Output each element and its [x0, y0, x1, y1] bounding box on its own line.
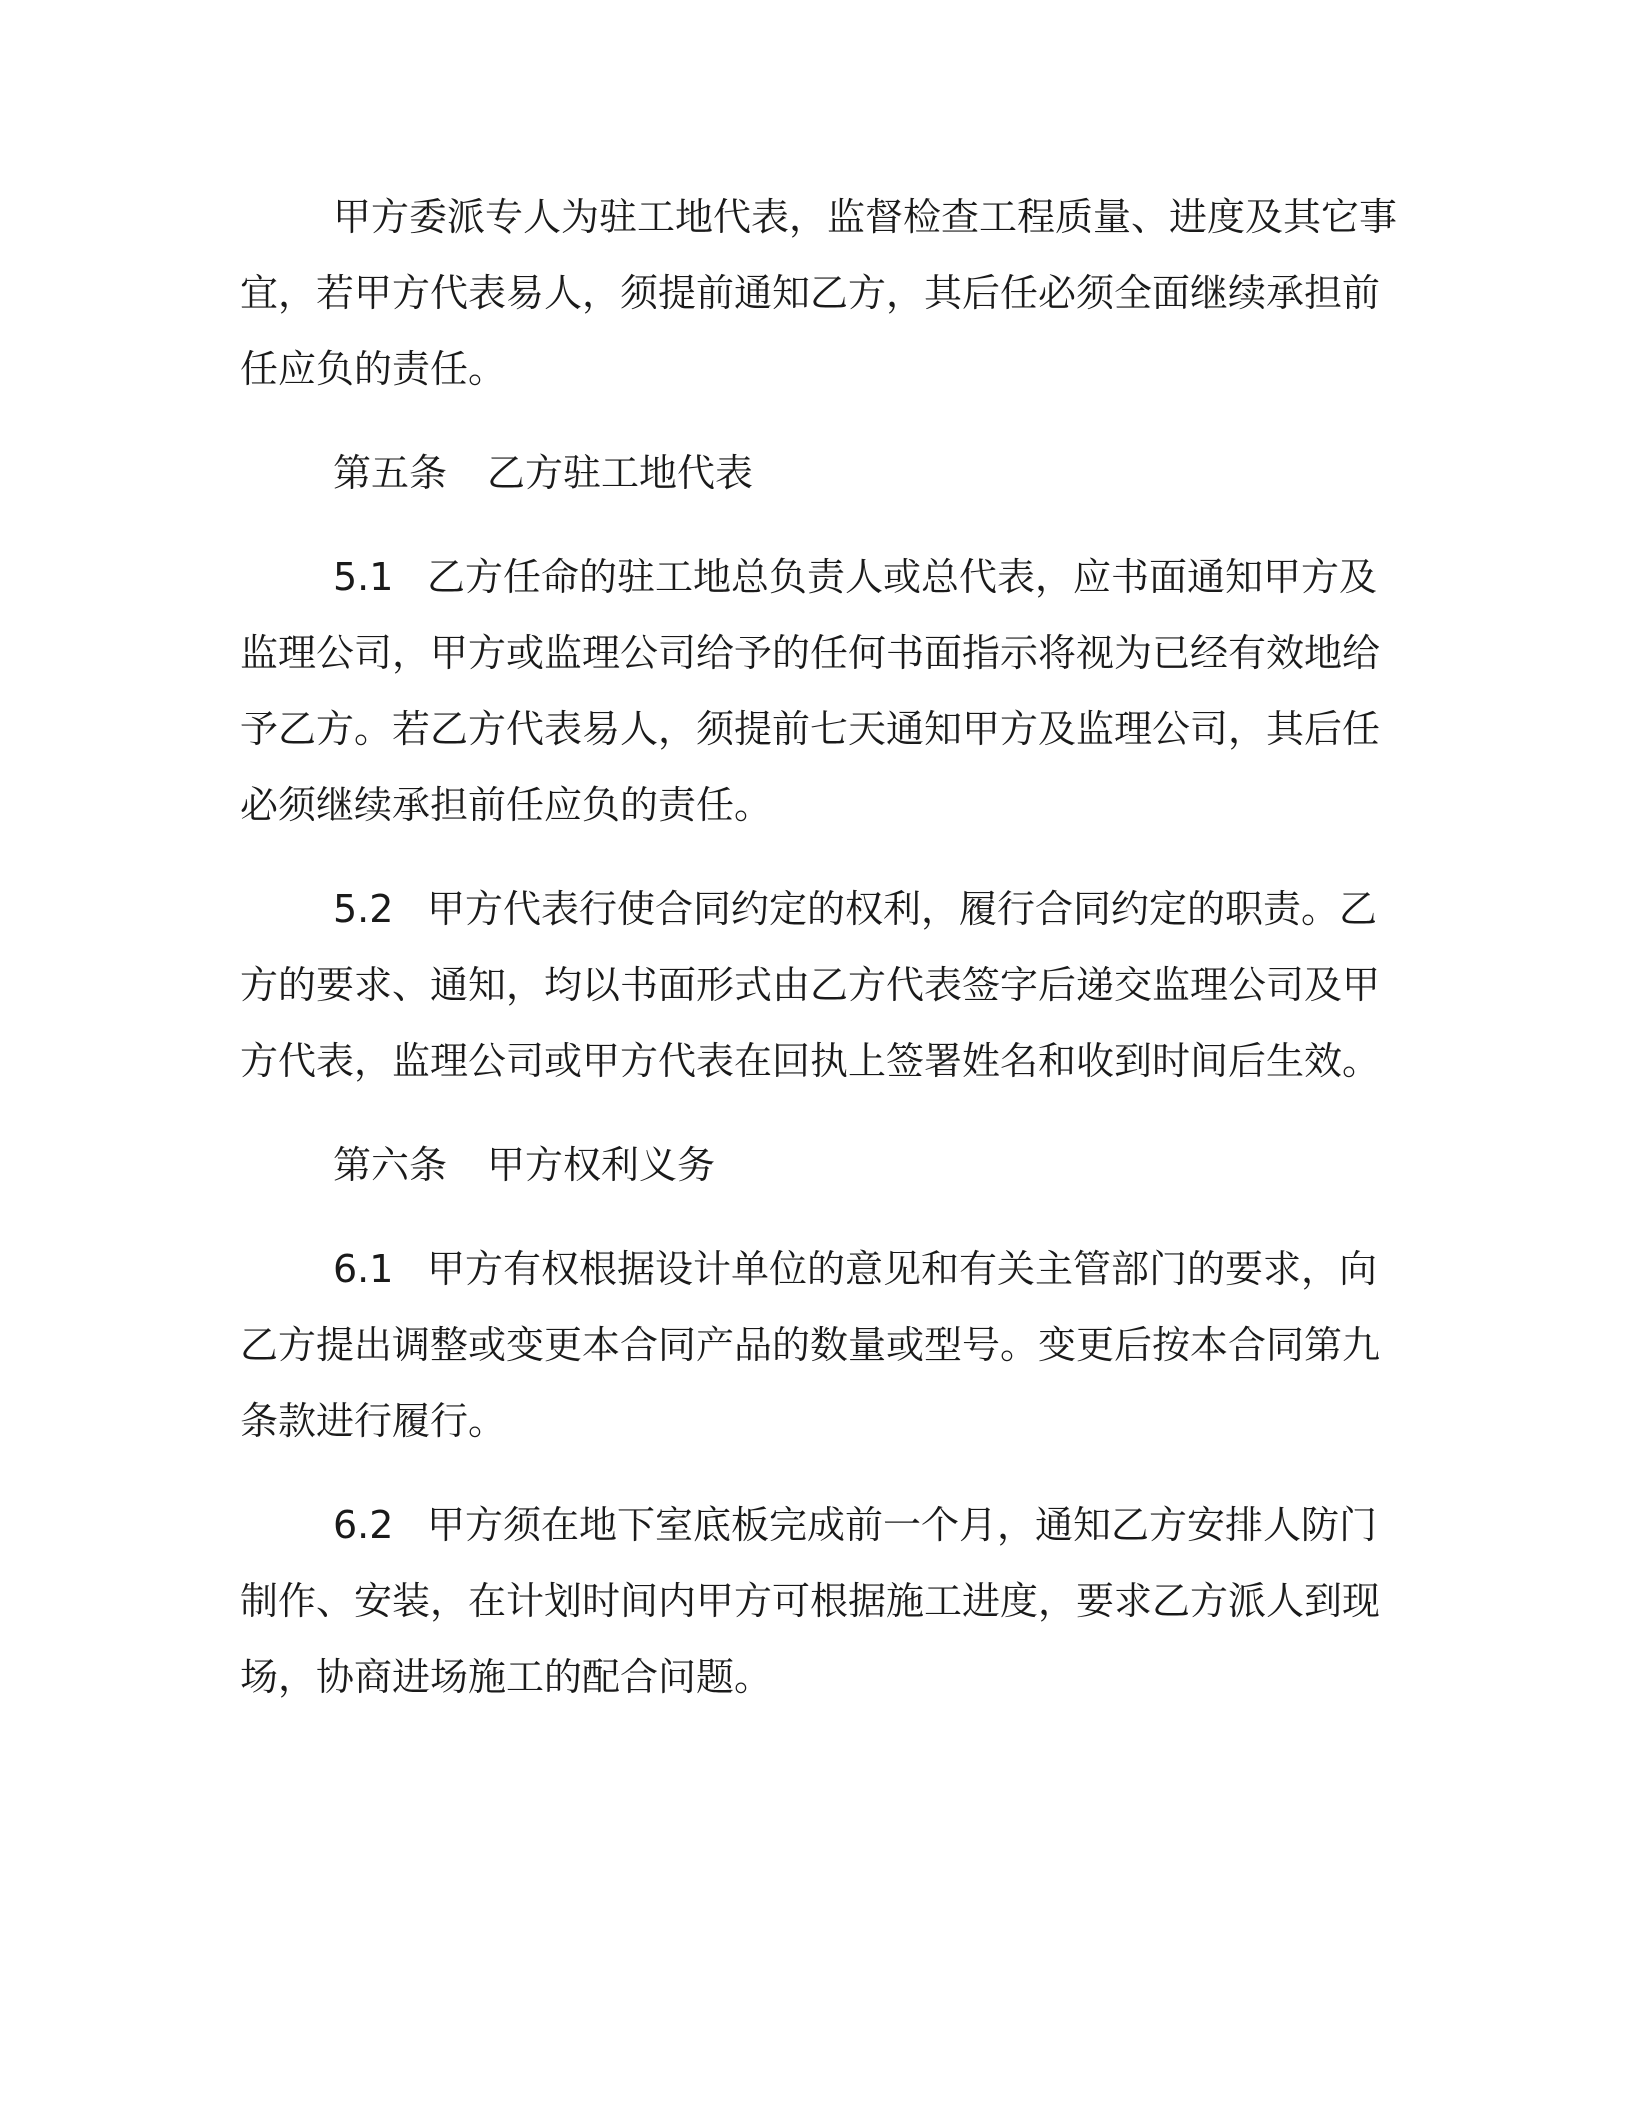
paragraph-line: 宜，若甲方代表易人，须提前通知乙方，其后任必须全面继续承担前 [240, 271, 1381, 315]
clause-text: 甲方代表行使合同约定的权利，履行合同约定的职责。乙 [427, 887, 1378, 931]
clause-6-2-first-line [333, 1503, 1378, 1547]
section-title: 乙方驻工地代表 [487, 451, 754, 495]
paragraph-line: 方代表，监理公司或甲方代表在回执上签署姓名和收到时间后生效。 [240, 1039, 1381, 1083]
paragraph-line: 予乙方。若乙方代表易人，须提前七天通知甲方及监理公司，其后任 [240, 707, 1381, 751]
paragraph-line: 乙方提出调整或变更本合同产品的数量或型号。变更后按本合同第九 [240, 1323, 1381, 1367]
clause-6-1-first-line [333, 1247, 1378, 1291]
clause-5-1-first-line [333, 555, 1378, 599]
paragraph-line: 条款进行履行。 [240, 1399, 507, 1443]
clause-text: 乙方任命的驻工地总负责人或总代表，应书面通知甲方及 [427, 555, 1378, 599]
paragraph-line: 任应负的责任。 [240, 347, 507, 391]
clause-number: 5.2 [333, 887, 394, 931]
section-heading-five [333, 451, 754, 495]
section-number: 第六条 [333, 1143, 448, 1187]
clause-number: 5.1 [333, 555, 394, 599]
section-heading-six [333, 1143, 716, 1187]
clause-5-2-first-line [333, 887, 1378, 931]
clause-text: 甲方须在地下室底板完成前一个月，通知乙方安排人防门 [427, 1503, 1378, 1547]
paragraph-line: 方的要求、通知，均以书面形式由乙方代表签字后递交监理公司及甲 [240, 963, 1381, 1007]
paragraph-line: 必须继续承担前任应负的责任。 [240, 783, 773, 827]
clause-number: 6.1 [333, 1247, 394, 1291]
paragraph-line: 监理公司，甲方或监理公司给予的任何书面指示将视为已经有效地给 [240, 631, 1381, 675]
section-number: 第五条 [333, 451, 448, 495]
paragraph-line: 甲方委派专人为驻工地代表，监督检查工程质量、进度及其它事 [333, 195, 1398, 239]
section-title: 甲方权利义务 [487, 1143, 716, 1187]
paragraph-line: 场，协商进场施工的配合问题。 [240, 1655, 773, 1699]
clause-number: 6.2 [333, 1503, 394, 1547]
paragraph-line: 制作、安装，在计划时间内甲方可根据施工进度，要求乙方派人到现 [240, 1579, 1381, 1623]
clause-text: 甲方有权根据设计单位的意见和有关主管部门的要求，向 [427, 1247, 1378, 1291]
